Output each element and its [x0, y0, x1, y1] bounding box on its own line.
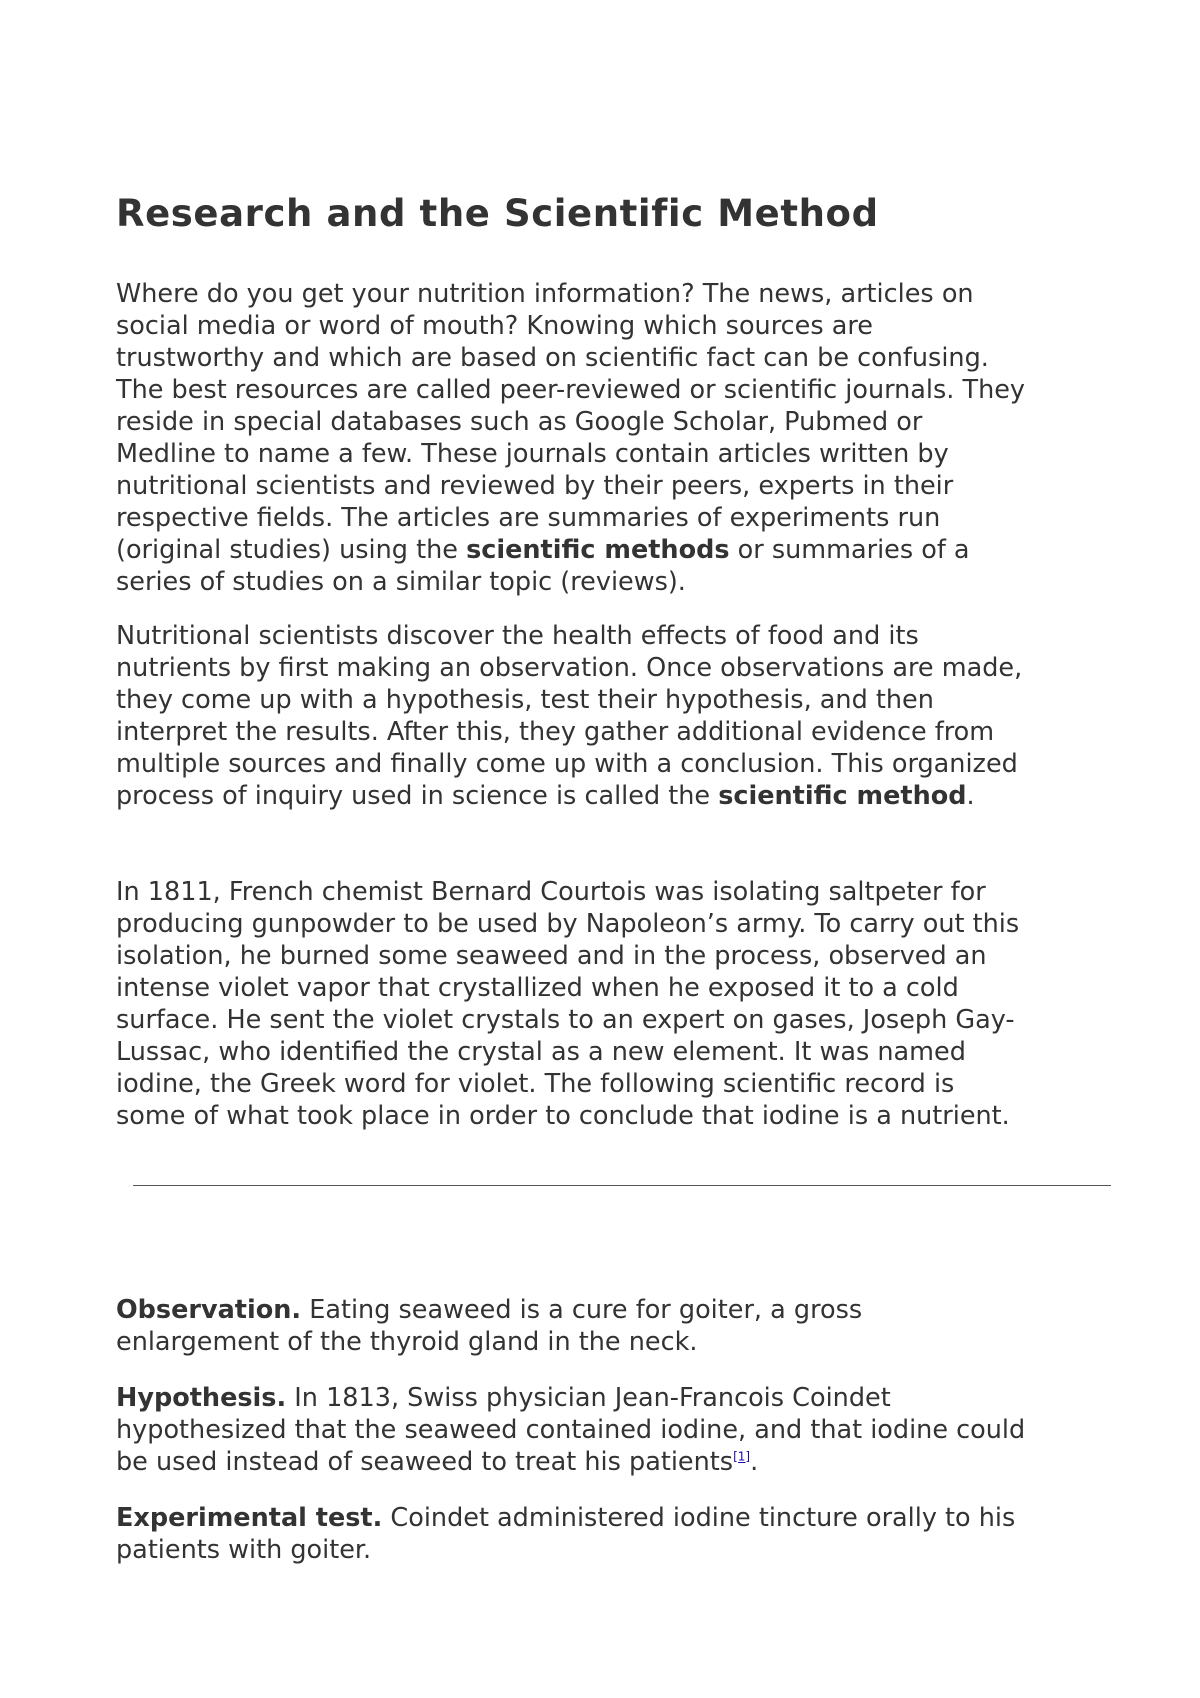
method-line: they come up with a hypothesis, test their hypothesis, and then [116, 685, 934, 715]
intro-line: social media or word of mouth? Knowing which sources are [116, 311, 873, 341]
page-title: Research and the Scientific Method [116, 192, 879, 235]
method-line: nutrients by first making an observation. Once observations are made, [116, 653, 1023, 683]
intro-text: (original studies) using the [116, 535, 467, 565]
history-paragraph [116, 876, 1019, 1132]
observation-text: Eating seaweed is a cure for goiter, a gross [301, 1295, 863, 1325]
method-text: . [966, 781, 975, 811]
history-line: surface. He sent the violet crystals to an expert on gases, Joseph Gay- [116, 1005, 1015, 1035]
method-text: process of inquiry used in science is called the [116, 781, 719, 811]
intro-line: The best resources are called peer-reviewed or scientific journals. They [116, 375, 1026, 405]
history-line: producing gunpowder to be used by Napoleon’s army. To carry out this [116, 909, 1020, 939]
hypothesis-label: Hypothesis. [116, 1383, 287, 1413]
history-line: iodine, the Greek word for violet. The following scientific record is [116, 1069, 955, 1099]
history-line: some of what took place in order to conclude that iodine is a nutrient. [116, 1101, 1010, 1131]
observation-line [116, 1294, 862, 1326]
experimental-label: Experimental test. [116, 1503, 383, 1533]
intro-text: or summaries of a [729, 535, 970, 565]
method-line [116, 780, 1022, 812]
intro-line [116, 534, 1025, 566]
history-line: intense violet vapor that crystallized when he exposed it to a cold [116, 973, 959, 1003]
intro-line: Where do you get your nutrition information? The news, articles on [116, 279, 974, 309]
hypothesis-paragraph [116, 1382, 1025, 1478]
hypothesis-text: be used instead of seaweed to treat his patients [116, 1447, 734, 1477]
hypothesis-line [116, 1382, 1025, 1414]
history-line: Lussac, who identified the crystal as a new element. It was named [116, 1037, 966, 1067]
intro-line: Medline to name a few. These journals contain articles written by [116, 439, 949, 469]
hypothesis-line: hypothesized that the seaweed contained iodine, and that iodine could [116, 1415, 1026, 1445]
history-line: isolation, he burned some seaweed and in the process, observed an [116, 941, 987, 971]
history-line: In 1811, French chemist Bernard Courtois was isolating saltpeter for [116, 877, 986, 907]
method-line: Nutritional scientists discover the health effects of food and its [116, 621, 919, 651]
hypothesis-line [116, 1446, 1025, 1478]
intro-line: reside in special databases such as Google Scholar, Pubmed or [116, 407, 923, 437]
horizontal-divider [133, 1185, 1111, 1186]
intro-line: respective fields. The articles are summaries of experiments run [116, 503, 941, 533]
method-paragraph [116, 620, 1022, 812]
intro-paragraph [116, 278, 1025, 598]
experimental-line [116, 1502, 1015, 1534]
intro-line: series of studies on a similar topic (reviews). [116, 567, 686, 597]
experimental-text: Coindet administered iodine tincture orally to his [382, 1503, 1016, 1533]
observation-label: Observation. [116, 1295, 302, 1325]
method-line: multiple sources and finally come up with a conclusion. This organized [116, 749, 1018, 779]
intro-line: nutritional scientists and reviewed by their peers, experts in their [116, 471, 954, 501]
bold-term: scientific method [718, 781, 967, 811]
observation-line: enlargement of the thyroid gland in the neck. [116, 1327, 698, 1357]
hypothesis-text: . [750, 1447, 759, 1477]
observation-paragraph [116, 1294, 862, 1358]
bold-term: scientific methods [466, 535, 730, 565]
experimental-paragraph [116, 1502, 1015, 1566]
method-line: interpret the results. After this, they gather additional evidence from [116, 717, 995, 747]
experimental-line: patients with goiter. [116, 1535, 372, 1565]
hypothesis-text: In 1813, Swiss physician Jean-Francois Coindet [286, 1383, 891, 1413]
intro-line: trustworthy and which are based on scientific fact can be confusing. [116, 343, 989, 373]
footnote-reference-link[interactable]: [1] [733, 1449, 751, 1464]
